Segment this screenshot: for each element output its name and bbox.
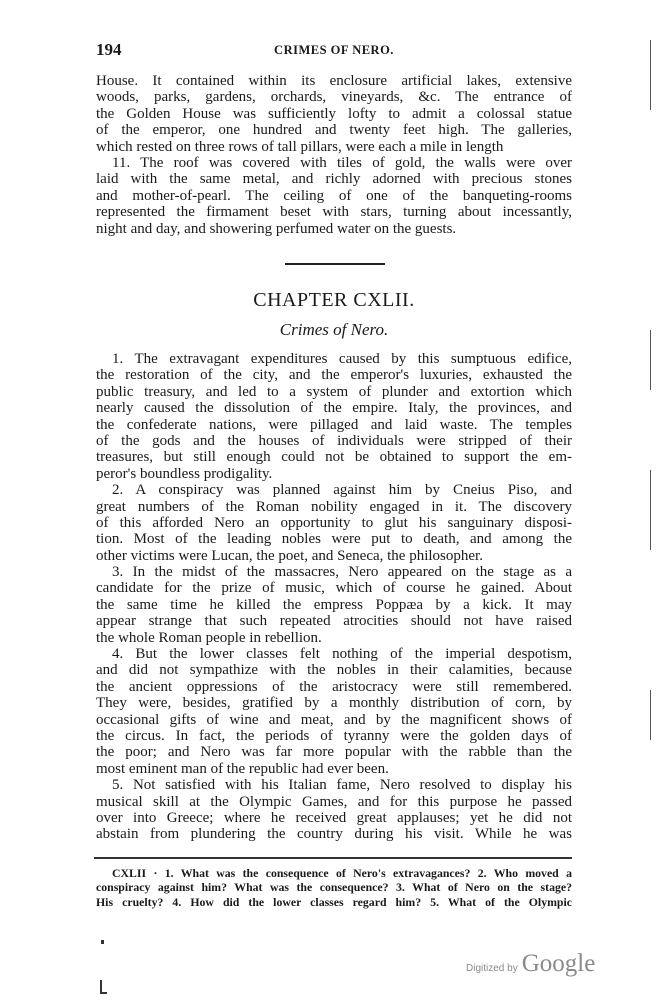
text-line: 5. Not satisfied with his Italian fame, Nero resolved to display his	[112, 777, 572, 794]
chapter-title: CHAPTER CXLII.	[253, 289, 415, 311]
text-line: and did not sympathize with the nobles in their calamities, because	[96, 662, 572, 679]
scan-mark	[100, 992, 107, 994]
text-line: His cruelty? 4. How did the lower classes regard him? 5. What of the Olympic	[96, 894, 572, 909]
text-line: the circus. In fact, the periods of tyranny were the golden days of	[96, 727, 572, 744]
chapter-subtitle: Crimes of Nero.	[279, 320, 389, 339]
text-line: the confederate nations, were pillaged and laid waste. The temples	[96, 416, 572, 433]
text-line: the Golden House was sufficiently lofty to admit a colossal statue	[96, 105, 572, 122]
text-line: 11. The roof was covered with tiles of gold, the walls were over	[112, 154, 572, 171]
text-line: of this afforded Nero an opportunity to glut his sanguinary disposi-	[96, 514, 572, 531]
text-line: most eminent man of the republic had ever been.	[96, 760, 389, 777]
text-line: and mother-of-pearl. The ceiling of one of the banqueting-rooms	[96, 187, 572, 204]
text-line: of the emperor, one hundred and twenty feet high. The galleries,	[96, 122, 572, 139]
page-edge	[650, 330, 651, 390]
text-line: musical skill at the Olympic Games, and for this purpose he passed	[96, 793, 572, 810]
text-line: occasional gifts of wine and meat, and by the magnificent shows of	[96, 711, 572, 728]
text-line: conspiracy against him? What was the consequence? 3. What of Nero on the stage?	[96, 880, 572, 895]
text-line: the poor; and Nero was far more popular with the rabble than the	[96, 744, 572, 761]
text-line: 3. In the midst of the massacres, Nero appeared on the stage as a	[112, 564, 572, 581]
text-line: CXLII · 1. What was the consequence of Nero's extravagances? 2. Who moved a	[112, 866, 572, 880]
text-line: other victims were Lucan, the poet, and Seneca, the philosopher.	[96, 547, 483, 564]
text-line: 1. The extravagant expenditures caused by this sumptuous edifice,	[112, 351, 572, 367]
text-line: over into Greece; where he received great applauses; yet he did not	[96, 809, 572, 826]
running-head: CRIMES OF NERO.	[274, 43, 394, 57]
text-line: woods, parks, gardens, orchards, vineyards, &c. The entrance of	[96, 89, 572, 106]
text-line: peror's boundless prodigality.	[96, 465, 273, 482]
page-edge	[650, 40, 651, 110]
scan-speck	[101, 940, 104, 944]
text-line: abstain from plundering the country during his visit. While he was	[96, 826, 572, 843]
footnote-divider	[94, 857, 572, 859]
text-line: the whole Roman people in rebellion.	[96, 629, 322, 646]
text-line: the restoration of the city, and the emperor's luxuries, exhausted the	[96, 367, 572, 384]
footnote-questions	[96, 866, 572, 909]
digitized-watermark	[466, 950, 595, 978]
watermark-brand: Google	[521, 950, 596, 977]
text-line: tion. Most of the leading nobles were put to death, and among the	[96, 531, 572, 548]
text-line: great numbers of the Roman nobility engaged in it. The discovery	[96, 498, 572, 515]
page-edge	[650, 470, 651, 550]
watermark-prefix: Digitized by	[466, 963, 518, 974]
text-line: appear strange that such repeated atrocities should not have raised	[96, 613, 572, 630]
page-number: 194	[96, 40, 122, 59]
page-header	[96, 40, 572, 58]
page-edge	[650, 690, 651, 740]
text-line: 4. But the lower classes felt nothing of the imperial despotism,	[112, 646, 572, 663]
text-line: House. It contained within its enclosure artificial lakes, extensive	[96, 73, 572, 89]
text-line: the same time he killed the empress Poppæa by a kick. It may	[96, 596, 572, 613]
text-line: represented the firmament beset with stars, turning about incessantly,	[96, 204, 572, 221]
text-line: which rested on three rows of tall pillars, were each a mile in length	[96, 138, 504, 155]
text-line: public treasury, and led to a system of plunder and extortion which	[96, 383, 572, 400]
text-line: laid with the same metal, and richly adorned with precious stones	[96, 171, 572, 188]
text-line: of the gods and the houses of individuals were stripped of their	[96, 432, 572, 449]
text-line: candidate for the prize of music, which of course he gained. About	[96, 580, 572, 597]
text-line: nearly caused the dissolution of the empire. Italy, the provinces, and	[96, 400, 572, 417]
chapter-body	[96, 351, 572, 843]
text-line: 2. A conspiracy was planned against him by Cneius Piso, and	[112, 482, 572, 499]
text-line: They were, besides, gratified by a monthly distribution of corn, by	[96, 695, 572, 712]
text-line: night and day, and showering perfumed water on the guests.	[96, 220, 457, 237]
continued-text	[96, 73, 572, 237]
text-line: the ancient oppressions of the aristocracy were still remembered.	[96, 678, 572, 695]
text-line: treasures, but still enough could not be obtained to support the em-	[96, 449, 572, 466]
section-divider	[285, 263, 385, 265]
